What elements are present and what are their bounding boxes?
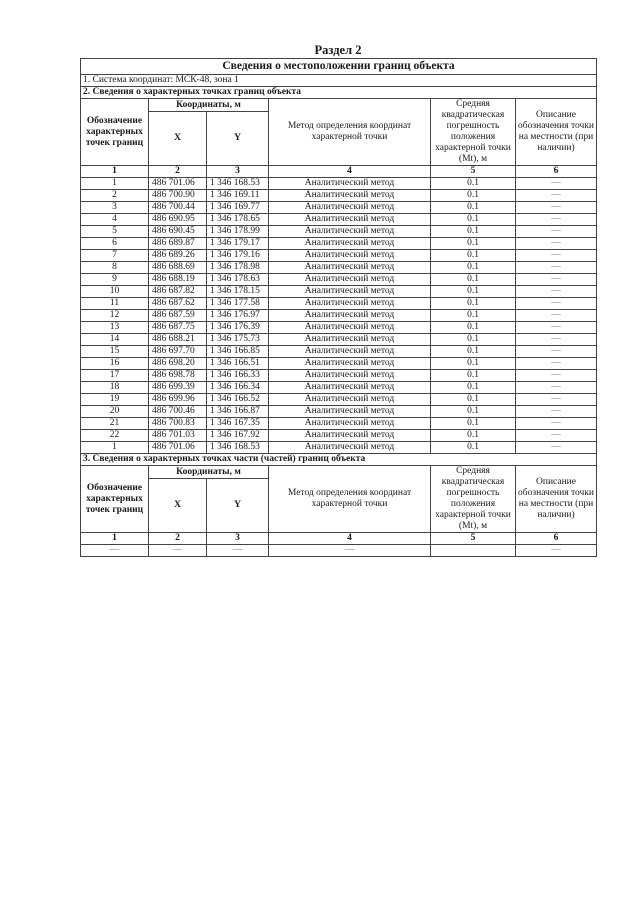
point-accuracy: 0.1 bbox=[431, 202, 516, 214]
point-accuracy: 0.1 bbox=[431, 262, 516, 274]
column-number: 4 bbox=[269, 166, 431, 178]
table-row bbox=[81, 274, 597, 286]
point-accuracy: 0.1 bbox=[431, 406, 516, 418]
column-number: 5 bbox=[431, 166, 516, 178]
header-description: Описание обозначения точки на местности (при наличии) bbox=[516, 99, 597, 166]
point-y: 1 346 166.52 bbox=[207, 394, 269, 406]
point-y: 1 346 166.34 bbox=[207, 382, 269, 394]
point-description: — bbox=[516, 346, 597, 358]
point-description: — bbox=[516, 214, 597, 226]
point-number: 1 bbox=[81, 178, 149, 190]
column-number: 6 bbox=[516, 166, 597, 178]
point-y: 1 346 178.65 bbox=[207, 214, 269, 226]
point-number: 15 bbox=[81, 346, 149, 358]
parts-column-numbers bbox=[81, 533, 597, 545]
points-title: 2. Сведения о характерных точках границ объекта bbox=[81, 87, 597, 99]
point-number: 17 bbox=[81, 370, 149, 382]
point-x: 486 701.06 bbox=[149, 442, 207, 454]
point-description: — bbox=[516, 262, 597, 274]
table-row bbox=[81, 202, 597, 214]
point-x: 486 687.59 bbox=[149, 310, 207, 322]
points-header-row-1 bbox=[81, 99, 597, 112]
point-x: 486 700.83 bbox=[149, 418, 207, 430]
header-method: Метод определения координат характерной точки bbox=[269, 99, 431, 166]
point-accuracy: 0.1 bbox=[431, 358, 516, 370]
point-y: 1 346 175.73 bbox=[207, 334, 269, 346]
point-y: — bbox=[207, 545, 269, 557]
parts-header-row-1 bbox=[81, 466, 597, 479]
point-y: 1 346 168.53 bbox=[207, 178, 269, 190]
point-number: 12 bbox=[81, 310, 149, 322]
point-description: — bbox=[516, 322, 597, 334]
point-y: 1 346 166.87 bbox=[207, 406, 269, 418]
point-x: 486 699.39 bbox=[149, 382, 207, 394]
table-row bbox=[81, 382, 597, 394]
header-method: Метод определения координат характерной точки bbox=[269, 466, 431, 533]
column-number: 2 bbox=[149, 166, 207, 178]
point-accuracy: 0.1 bbox=[431, 190, 516, 202]
point-accuracy: 0.1 bbox=[431, 442, 516, 454]
table-row bbox=[81, 250, 597, 262]
point-x: 486 689.26 bbox=[149, 250, 207, 262]
point-method: Аналитический метод bbox=[269, 406, 431, 418]
point-description: — bbox=[516, 418, 597, 430]
header-x: X bbox=[149, 112, 207, 166]
header-accuracy: Средняя квадратическая погрешность положения характерной точки (Mt), м bbox=[431, 99, 516, 166]
point-y: 1 346 178.63 bbox=[207, 274, 269, 286]
table-row bbox=[81, 178, 597, 190]
point-description: — bbox=[516, 298, 597, 310]
table-row bbox=[81, 310, 597, 322]
point-number: 7 bbox=[81, 250, 149, 262]
point-y: 1 346 178.99 bbox=[207, 226, 269, 238]
point-method: Аналитический метод bbox=[269, 262, 431, 274]
table-row bbox=[81, 358, 597, 370]
point-y: 1 346 166.33 bbox=[207, 370, 269, 382]
point-description: — bbox=[516, 190, 597, 202]
point-number: 5 bbox=[81, 226, 149, 238]
point-x: — bbox=[149, 545, 207, 557]
point-number: 1 bbox=[81, 442, 149, 454]
point-accuracy: 0.1 bbox=[431, 226, 516, 238]
header-coordinates: Координаты, м bbox=[149, 466, 269, 479]
point-number: 3 bbox=[81, 202, 149, 214]
header-accuracy: Средняя квадратическая погрешность положения характерной точки (Mt), м bbox=[431, 466, 516, 533]
point-accuracy: 0.1 bbox=[431, 430, 516, 442]
point-accuracy: 0.1 bbox=[431, 370, 516, 382]
table-row bbox=[81, 406, 597, 418]
table-row bbox=[81, 214, 597, 226]
point-description: — bbox=[516, 406, 597, 418]
point-method: Аналитический метод bbox=[269, 346, 431, 358]
point-description: — bbox=[516, 334, 597, 346]
point-accuracy: 0.1 bbox=[431, 250, 516, 262]
point-number: 22 bbox=[81, 430, 149, 442]
point-accuracy: 0.1 bbox=[431, 382, 516, 394]
point-description: — bbox=[516, 394, 597, 406]
point-method: Аналитический метод bbox=[269, 358, 431, 370]
header-designation: Обозначение характерных точек границ bbox=[81, 466, 149, 533]
point-method: Аналитический метод bbox=[269, 178, 431, 190]
point-accuracy: 0.1 bbox=[431, 310, 516, 322]
point-x: 486 687.62 bbox=[149, 298, 207, 310]
point-y: 1 346 167.92 bbox=[207, 430, 269, 442]
point-y: 1 346 178.15 bbox=[207, 286, 269, 298]
point-x: 486 698.20 bbox=[149, 358, 207, 370]
point-y: 1 346 176.39 bbox=[207, 322, 269, 334]
table-row bbox=[81, 322, 597, 334]
point-method: Аналитический метод bbox=[269, 442, 431, 454]
column-number: 1 bbox=[81, 533, 149, 545]
point-y: 1 346 169.77 bbox=[207, 202, 269, 214]
column-number: 5 bbox=[431, 533, 516, 545]
point-method: Аналитический метод bbox=[269, 310, 431, 322]
point-method: Аналитический метод bbox=[269, 202, 431, 214]
point-x: 486 701.03 bbox=[149, 430, 207, 442]
point-y: 1 346 168.53 bbox=[207, 442, 269, 454]
header-y: Y bbox=[207, 479, 269, 533]
table-row bbox=[81, 286, 597, 298]
table-row bbox=[81, 370, 597, 382]
header-y: Y bbox=[207, 112, 269, 166]
header-designation: Обозначение характерных точек границ bbox=[81, 99, 149, 166]
point-description: — bbox=[516, 274, 597, 286]
point-number: 18 bbox=[81, 382, 149, 394]
table-row bbox=[81, 346, 597, 358]
point-number: 14 bbox=[81, 334, 149, 346]
coord-system-row bbox=[81, 75, 597, 87]
point-x: 486 688.19 bbox=[149, 274, 207, 286]
point-description: — bbox=[516, 545, 597, 557]
column-number: 3 bbox=[207, 166, 269, 178]
boundary-table bbox=[80, 58, 597, 557]
point-number: 20 bbox=[81, 406, 149, 418]
point-x: 486 688.69 bbox=[149, 262, 207, 274]
point-x: 486 687.82 bbox=[149, 286, 207, 298]
point-method: Аналитический метод bbox=[269, 382, 431, 394]
point-y: 1 346 176.97 bbox=[207, 310, 269, 322]
header-description: Описание обозначения точки на местности (при наличии) bbox=[516, 466, 597, 533]
point-method: Аналитический метод bbox=[269, 394, 431, 406]
point-method: — bbox=[269, 545, 431, 557]
point-x: 486 689.87 bbox=[149, 238, 207, 250]
point-x: 486 699.96 bbox=[149, 394, 207, 406]
point-x: 486 690.95 bbox=[149, 214, 207, 226]
point-description: — bbox=[516, 310, 597, 322]
point-number: 13 bbox=[81, 322, 149, 334]
point-y: 1 346 166.85 bbox=[207, 346, 269, 358]
point-number: 6 bbox=[81, 238, 149, 250]
point-description: — bbox=[516, 238, 597, 250]
point-accuracy: 0.1 bbox=[431, 394, 516, 406]
table-row bbox=[81, 226, 597, 238]
table-caption: Сведения о местоположении границ объекта bbox=[81, 59, 597, 75]
point-description: — bbox=[516, 358, 597, 370]
point-number: 2 bbox=[81, 190, 149, 202]
point-number: 19 bbox=[81, 394, 149, 406]
point-accuracy: 0.1 bbox=[431, 214, 516, 226]
point-method: Аналитический метод bbox=[269, 214, 431, 226]
point-method: Аналитический метод bbox=[269, 286, 431, 298]
table-row bbox=[81, 190, 597, 202]
table-caption-row bbox=[81, 59, 597, 75]
point-description: — bbox=[516, 178, 597, 190]
table-row bbox=[81, 298, 597, 310]
table-row bbox=[81, 334, 597, 346]
point-x: 486 698.78 bbox=[149, 370, 207, 382]
parts-title-row bbox=[81, 454, 597, 466]
point-accuracy: 0.1 bbox=[431, 298, 516, 310]
table-row bbox=[81, 394, 597, 406]
point-number: 11 bbox=[81, 298, 149, 310]
column-number: 2 bbox=[149, 533, 207, 545]
point-accuracy: 0.1 bbox=[431, 274, 516, 286]
point-number: — bbox=[81, 545, 149, 557]
points-column-numbers bbox=[81, 166, 597, 178]
point-method: Аналитический метод bbox=[269, 322, 431, 334]
table-row bbox=[81, 430, 597, 442]
point-x: 486 700.44 bbox=[149, 202, 207, 214]
point-description: — bbox=[516, 442, 597, 454]
point-accuracy: 0.1 bbox=[431, 286, 516, 298]
point-description: — bbox=[516, 382, 597, 394]
column-number: 4 bbox=[269, 533, 431, 545]
point-description: — bbox=[516, 226, 597, 238]
point-number: 10 bbox=[81, 286, 149, 298]
point-y: 1 346 166.51 bbox=[207, 358, 269, 370]
point-description: — bbox=[516, 202, 597, 214]
point-x: 486 690.45 bbox=[149, 226, 207, 238]
point-accuracy: 0.1 bbox=[431, 178, 516, 190]
point-accuracy: 0.1 bbox=[431, 346, 516, 358]
point-number: 16 bbox=[81, 358, 149, 370]
column-number: 3 bbox=[207, 533, 269, 545]
document-page bbox=[80, 42, 596, 557]
point-accuracy: 0.1 bbox=[431, 238, 516, 250]
header-x: X bbox=[149, 479, 207, 533]
point-x: 486 701.06 bbox=[149, 178, 207, 190]
point-description: — bbox=[516, 250, 597, 262]
point-x: 486 697.70 bbox=[149, 346, 207, 358]
coord-system: 1. Система координат: МСК-48, зона 1 bbox=[81, 75, 597, 87]
point-y: 1 346 179.17 bbox=[207, 238, 269, 250]
points-body bbox=[81, 178, 597, 454]
table-row bbox=[81, 262, 597, 274]
point-method: Аналитический метод bbox=[269, 238, 431, 250]
point-method: Аналитический метод bbox=[269, 226, 431, 238]
point-number: 8 bbox=[81, 262, 149, 274]
table-row bbox=[81, 418, 597, 430]
point-method: Аналитический метод bbox=[269, 274, 431, 286]
point-x: 486 700.46 bbox=[149, 406, 207, 418]
point-method: Аналитический метод bbox=[269, 430, 431, 442]
parts-title: 3. Сведения о характерных точках части (частей) границ объекта bbox=[81, 454, 597, 466]
point-y: 1 346 179.16 bbox=[207, 250, 269, 262]
table-row bbox=[81, 238, 597, 250]
point-y: 1 346 177.58 bbox=[207, 298, 269, 310]
point-y: 1 346 178.98 bbox=[207, 262, 269, 274]
point-accuracy: 0.1 bbox=[431, 322, 516, 334]
point-y: 1 346 167.35 bbox=[207, 418, 269, 430]
point-description: — bbox=[516, 370, 597, 382]
point-method: Аналитический метод bbox=[269, 418, 431, 430]
point-number: 4 bbox=[81, 214, 149, 226]
point-accuracy bbox=[431, 545, 516, 557]
point-method: Аналитический метод bbox=[269, 298, 431, 310]
points-title-row bbox=[81, 87, 597, 99]
point-description: — bbox=[516, 430, 597, 442]
column-number: 6 bbox=[516, 533, 597, 545]
point-method: Аналитический метод bbox=[269, 370, 431, 382]
point-description: — bbox=[516, 286, 597, 298]
point-x: 486 687.75 bbox=[149, 322, 207, 334]
point-number: 21 bbox=[81, 418, 149, 430]
point-x: 486 700.90 bbox=[149, 190, 207, 202]
point-method: Аналитический метод bbox=[269, 190, 431, 202]
section-label: Раздел 2 bbox=[314, 43, 362, 57]
point-x: 486 688.21 bbox=[149, 334, 207, 346]
parts-row bbox=[81, 545, 597, 557]
point-number: 9 bbox=[81, 274, 149, 286]
table-row bbox=[81, 442, 597, 454]
point-accuracy: 0.1 bbox=[431, 334, 516, 346]
point-accuracy: 0.1 bbox=[431, 418, 516, 430]
column-number: 1 bbox=[81, 166, 149, 178]
point-method: Аналитический метод bbox=[269, 334, 431, 346]
header-coordinates: Координаты, м bbox=[149, 99, 269, 112]
point-method: Аналитический метод bbox=[269, 250, 431, 262]
point-y: 1 346 169.11 bbox=[207, 190, 269, 202]
